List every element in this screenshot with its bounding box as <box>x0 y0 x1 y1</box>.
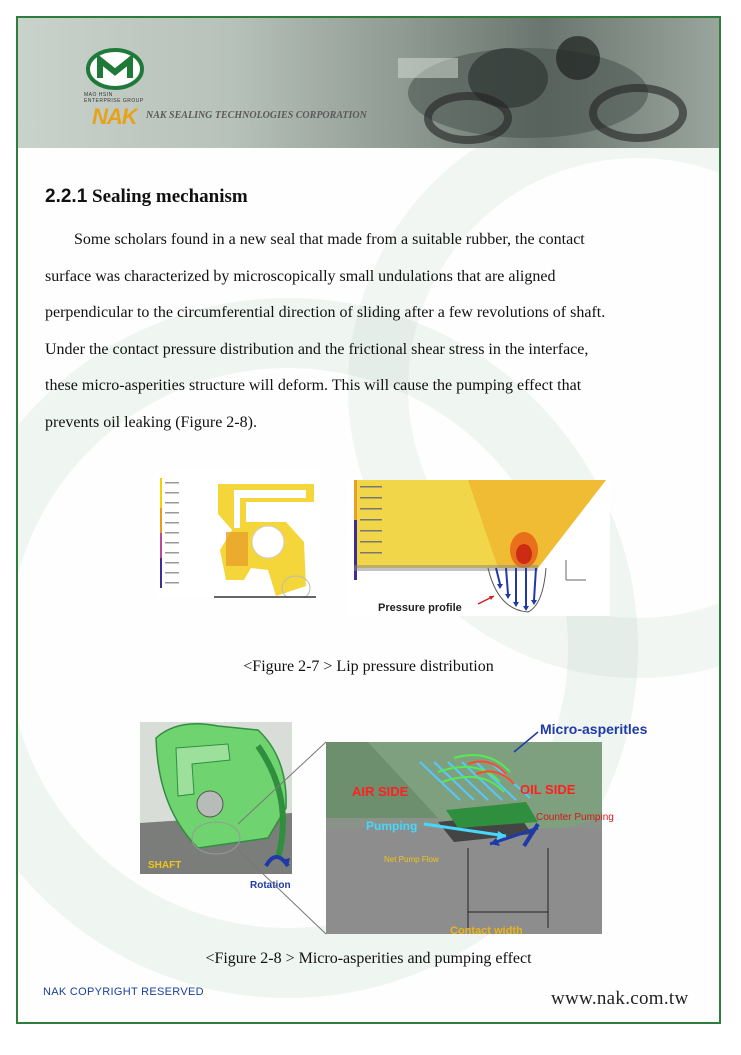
contact-width-label: Contact width <box>450 925 523 937</box>
figure-2-7-seal-contour <box>156 470 321 598</box>
section-number: 2.2.1 <box>45 186 88 207</box>
pressure-profile-label: Pressure profile <box>378 602 462 614</box>
paragraph-line: these micro-asperities structure will deform. This will cause the pumping effect that <box>45 377 582 394</box>
paragraph-line: Some scholars found in a new seal that made from a suitable rubber, the contact <box>74 231 585 248</box>
logo-subtext: MAO HSIN ENTERPRISE GROUP <box>84 92 144 104</box>
section-heading <box>45 186 248 208</box>
body-paragraph <box>45 222 705 441</box>
figure-2-8-micro-asperities <box>138 698 668 938</box>
paragraph-line: prevents oil leaking (Figure 2-8). <box>45 413 257 431</box>
figure-2-8-caption: <Figure 2-8 > Micro-asperities and pumping effect <box>205 950 532 967</box>
corporation-name: NAK SEALING TECHNOLOGIES CORPORATION <box>146 110 367 121</box>
pumping-label: Pumping <box>366 819 418 833</box>
page-header-banner <box>18 18 719 148</box>
net-pump-flow-label: Net Pump Flow <box>384 855 439 864</box>
oil-side-label: OIL SIDE <box>520 782 576 797</box>
paragraph-line: perpendicular to the circumferential direction of sliding after a few revolutions of shaft. <box>45 304 606 321</box>
nak-logo: NAK <box>92 104 137 129</box>
rotation-label: Rotation <box>250 880 291 891</box>
motorcycle-banner-image <box>378 18 719 148</box>
page-frame <box>16 16 721 1024</box>
paragraph-line: Under the contact pressure distribution and the frictional shear stress in the interface, <box>45 340 589 358</box>
mao-hsin-logo-icon <box>86 48 144 90</box>
shaft-label: SHAFT <box>148 860 182 871</box>
website-url: www.nak.com.tw <box>551 988 689 1009</box>
copyright-notice: NAK COPYRIGHT RESERVED <box>43 986 204 998</box>
figure-2-7-pressure-plot <box>348 480 610 616</box>
paragraph-line: surface was characterized by microscopically small undulations that are aligned <box>45 267 556 285</box>
air-side-label: AIR SIDE <box>352 784 409 799</box>
micro-asperities-label: Micro-asperitles <box>540 721 648 737</box>
section-title: Sealing mechanism <box>92 186 248 207</box>
figure-2-7-caption: <Figure 2-7 > Lip pressure distribution <box>243 658 494 675</box>
counter-pumping-label: Counter Pumping <box>536 812 614 823</box>
